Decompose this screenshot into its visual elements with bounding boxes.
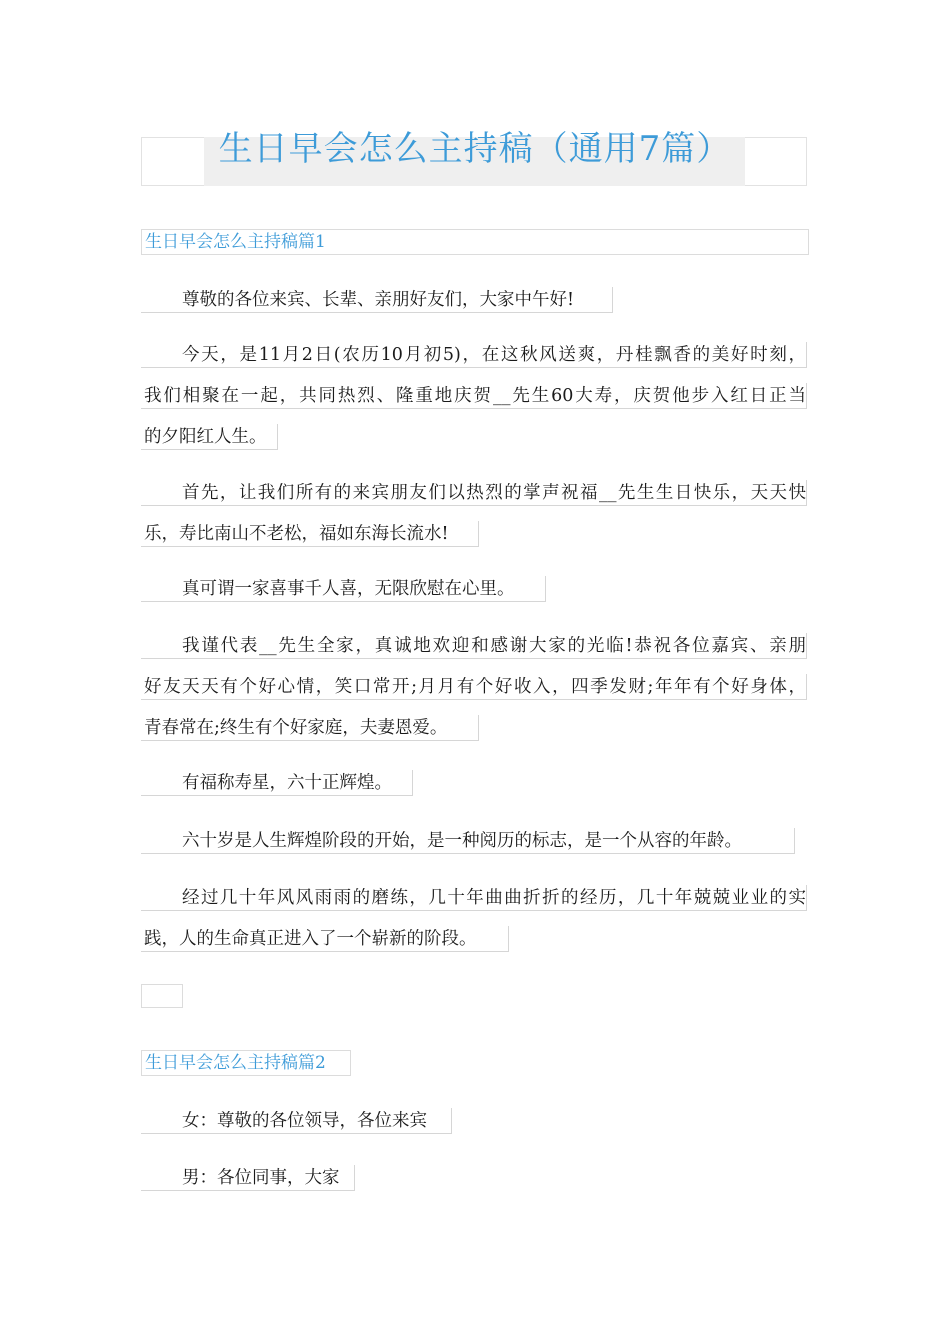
paragraph — [141, 885, 809, 967]
paragraph-line: 今天，是11月2日(农历10月初5)，在这秋风送爽，丹桂飘香的美好时刻， — [141, 342, 807, 368]
paragraph — [141, 576, 809, 617]
paragraph-line: 乐，寿比南山不老松，福如东海长流水! — [141, 521, 479, 547]
empty-line-box — [141, 984, 183, 1008]
paragraph-line: 的夕阳红人生。 — [141, 424, 278, 450]
paragraph-line: 真可谓一家喜事千人喜，无限欣慰在心里。 — [141, 576, 546, 602]
paragraph-line: 有福称寿星，六十正辉煌。 — [141, 770, 413, 796]
paragraph-line: 六十岁是人生辉煌阶段的开始，是一种阅历的标志，是一个从容的年龄。 — [141, 828, 795, 854]
section-heading-1: 生日早会怎么主持稿篇1 — [141, 229, 809, 255]
paragraph-line: 首先，让我们所有的来宾朋友们以热烈的掌声祝福__先生生日快乐，天天快 — [141, 480, 807, 506]
paragraph — [141, 342, 809, 465]
paragraph — [141, 287, 809, 328]
document-title: 生日早会怎么主持稿（通用7篇） — [218, 129, 732, 169]
paragraph — [141, 1108, 809, 1149]
paragraph-line: 好友天天有个好心情，笑口常开;月月有个好收入，四季发财;年年有个好身体， — [141, 674, 807, 700]
paragraph-line: 我谨代表__先生全家，真诚地欢迎和感谢大家的光临!恭祝各位嘉宾、亲朋 — [141, 633, 807, 659]
paragraph-line: 我们相聚在一起，共同热烈、隆重地庆贺__先生60大寿，庆贺他步入红日正当 — [141, 383, 807, 409]
paragraph-line: 经过几十年风风雨雨的磨练，几十年曲曲折折的经历，几十年兢兢业业的实 — [141, 885, 807, 911]
paragraph — [141, 828, 809, 869]
section-heading-2: 生日早会怎么主持稿篇2 — [141, 1050, 351, 1076]
paragraph-line: 青春常在;终生有个好家庭，夫妻恩爱。 — [141, 715, 479, 741]
paragraph — [141, 770, 809, 811]
paragraph-line: 女：尊敬的各位领导，各位来宾 — [141, 1108, 452, 1134]
paragraph — [141, 633, 809, 756]
paragraph-line: 男：各位同事，大家 — [141, 1165, 355, 1191]
paragraph — [141, 1165, 809, 1206]
paragraph-line: 尊敬的各位来宾、长辈、亲朋好友们，大家中午好! — [141, 287, 613, 313]
paragraph-line: 践，人的生命真正进入了一个崭新的阶段。 — [141, 926, 509, 952]
paragraph — [141, 480, 809, 562]
